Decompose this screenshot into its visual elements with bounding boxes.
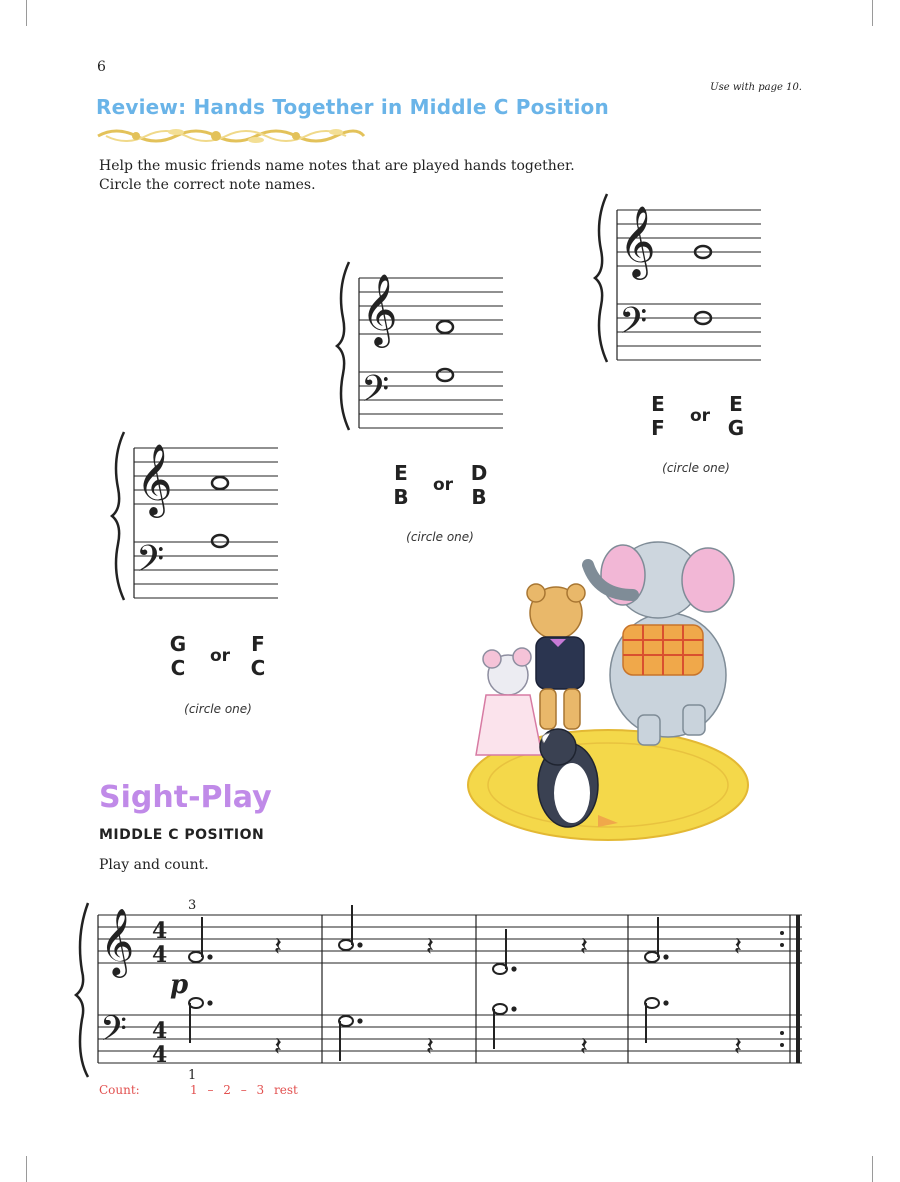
treble-clef-icon: 𝄞 [619,204,656,277]
svg-text:𝄽: 𝄽 [426,1032,434,1062]
note-name: E [729,392,743,416]
answer-choices-exercise-1 [166,632,306,684]
sight-play-instruction: Play and count. [99,857,209,873]
instructions-line: Help the music friends name notes that are played hands together. [99,158,575,174]
crop-mark [872,0,873,26]
gold-flourish-divider [96,124,366,148]
treble-clef-icon: 𝄞 [361,272,398,345]
bass-clef-icon: 𝄢 [136,538,165,589]
svg-text:𝄽: 𝄽 [274,1032,282,1062]
choice-a[interactable] [166,632,190,680]
note-name: D [470,461,488,485]
circle-one-hint: (circle one) [662,461,730,475]
time-signature-bottom: 4 [152,1042,168,1068]
choice-b[interactable] [724,392,748,440]
crop-mark [872,1156,873,1182]
finger-number: 3 [188,898,197,913]
svg-text:𝄽: 𝄽 [580,932,588,962]
note-name: F [251,632,265,656]
circle-one-hint: (circle one) [184,702,252,716]
svg-text:𝄽: 𝄽 [734,932,742,962]
crop-mark [26,0,27,26]
whole-note-icon [212,477,228,489]
answer-choices-exercise-3 [646,392,786,444]
svg-text:𝄽: 𝄽 [734,1032,742,1062]
count-label: Count: [99,1083,140,1097]
svg-text:𝄽: 𝄽 [274,932,282,962]
whole-note-icon [437,321,453,333]
time-signature-top: 4 [152,1018,168,1044]
finger-number: 1 [188,1068,197,1081]
whole-note-icon [437,369,453,381]
count-beats: 1 – 2 – 3 rest [190,1083,298,1097]
sight-play-grand-staff [74,895,814,1081]
choice-a[interactable] [389,461,413,509]
grand-staff-exercise-2 [335,258,507,434]
treble-clef-icon: 𝄞 [136,442,173,515]
svg-text:𝄽: 𝄽 [426,932,434,962]
instructions-line: Circle the correct note names. [99,177,316,193]
note-name: G [727,416,745,440]
music-friends-illustration [458,535,758,855]
note-name: F [651,416,665,440]
choice-b[interactable] [246,632,270,680]
or-label: or [432,475,454,495]
dynamic-marking: p [170,970,189,1000]
svg-text:𝄽: 𝄽 [580,1032,588,1062]
note-name: E [651,392,665,416]
bass-clef-icon: 𝄢 [361,368,390,419]
note-name: E [394,461,408,485]
instructions [99,157,575,195]
bass-clef-icon: 𝄢 [100,1008,128,1057]
page-number: 6 [97,59,106,75]
time-signature-top: 4 [152,918,168,944]
answer-choices-exercise-2 [389,461,529,513]
crop-mark [26,1156,27,1182]
choice-b[interactable] [467,461,491,509]
note-name: C [170,656,186,680]
note-name: G [169,632,187,656]
circle-one-hint: (circle one) [406,530,474,544]
sight-play-subheading: MIDDLE C POSITION [99,827,265,843]
or-label: or [689,406,711,426]
choice-a[interactable] [646,392,670,440]
use-with-note: Use with page 10. [710,82,802,93]
sight-play-title: Sight-Play [99,780,272,815]
bass-clef-icon: 𝄢 [619,300,648,351]
grand-staff-exercise-3 [593,190,765,366]
time-signature-bottom: 4 [152,942,168,968]
whole-note-icon [212,535,228,547]
grand-staff-exercise-1 [110,428,282,604]
note-name: C [250,656,266,680]
note-name: B [393,485,409,509]
note-name: B [471,485,487,509]
or-label: or [209,646,231,666]
treble-clef-icon: 𝄞 [100,907,135,975]
page-title: Review: Hands Together in Middle C Position [96,95,609,119]
